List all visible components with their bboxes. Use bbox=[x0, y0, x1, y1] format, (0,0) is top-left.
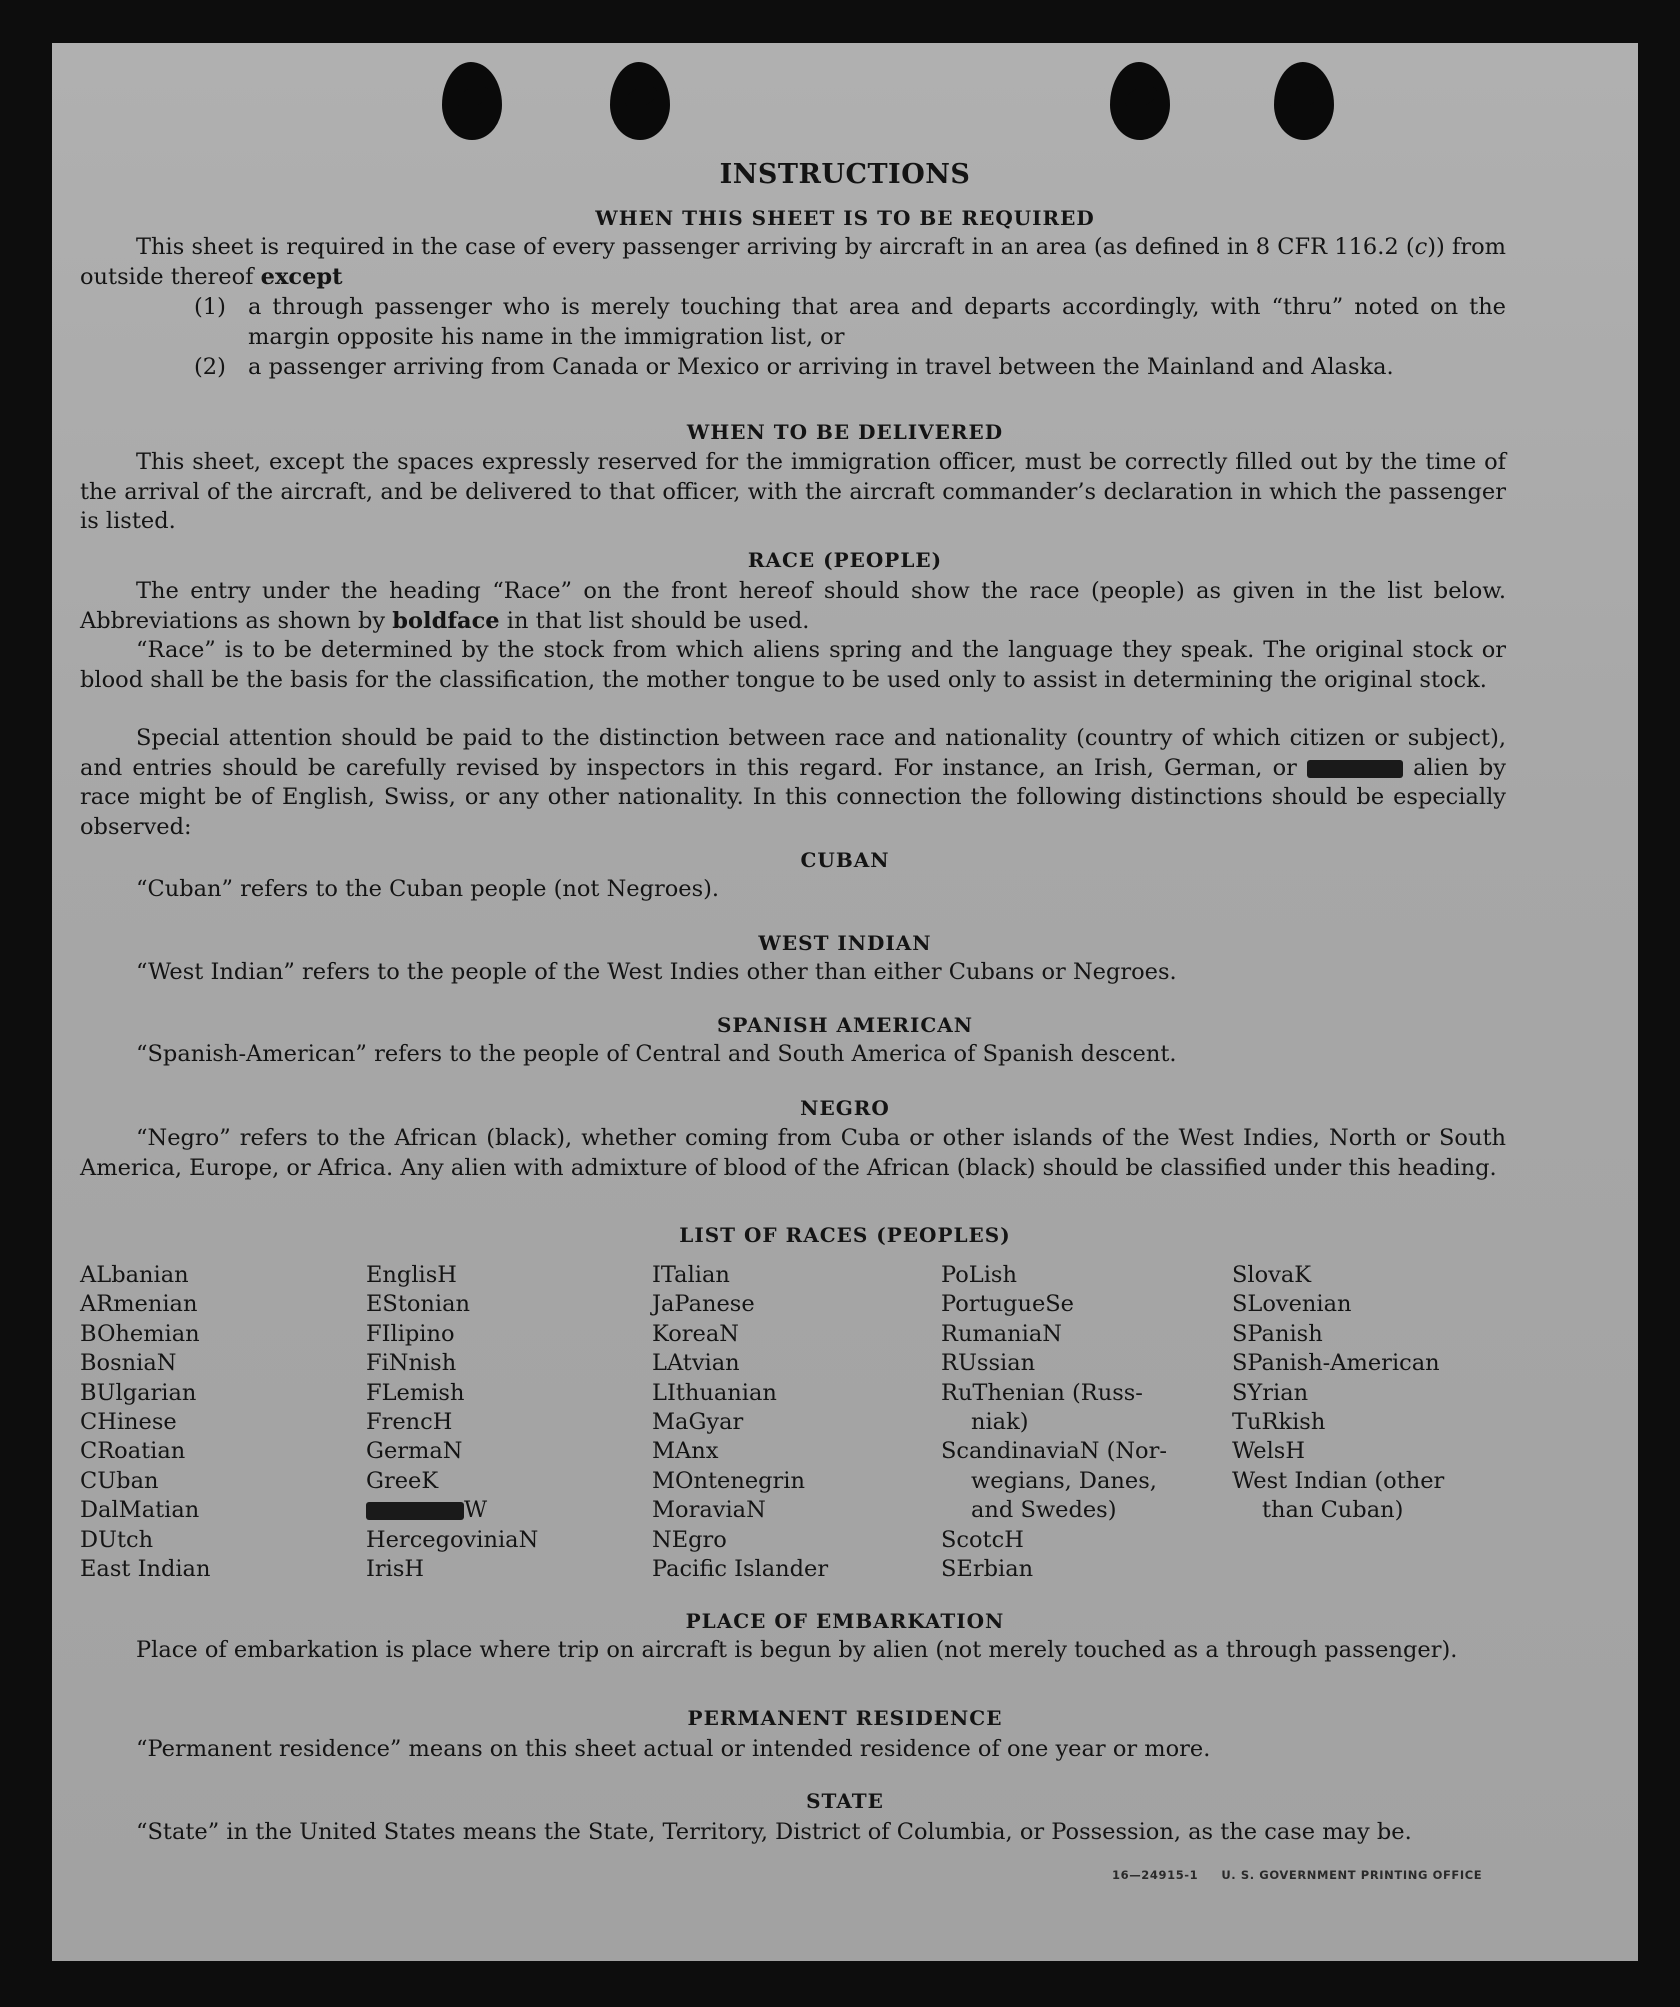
paragraph-race-2: “Race” is to be determined by the stock from which aliens spring and the language they speak. The original stock or blood shall be the basis for the classification, the mother tongue to be used only to assist in determining the original stock. bbox=[80, 637, 1506, 693]
race-item: KoreaN bbox=[652, 1320, 739, 1347]
paragraph-cuban: “Cuban” refers to the Cuban people (not Negroes). bbox=[136, 876, 720, 902]
paragraph-place-of-embarkation: Place of embarkation is place where trip on aircraft is begun by alien (not merely touched as a through passenger). bbox=[136, 1637, 1458, 1663]
race-item: PortugueSe bbox=[941, 1291, 1075, 1318]
race-item: FLemish bbox=[366, 1379, 465, 1406]
paragraph-race-3: Special attention should be paid to the distinction between race and nationality (country of which citizen or subject), and entries should be carefully revised by inspectors in this regard. For instance, an Irish, German, or alien by race might be of English, Swiss, or any other nationality. In this connection the following distinctions should be especially observed: bbox=[80, 725, 1506, 840]
race-item: MoraviaN bbox=[652, 1497, 766, 1524]
race-item: WelsH bbox=[1232, 1438, 1305, 1465]
race-item: SLovenian bbox=[1232, 1291, 1352, 1318]
paragraph-spanish-american: “Spanish-American” refers to the people of Central and South America of Spanish descent. bbox=[136, 1041, 1177, 1067]
paragraph-when-required: This sheet is required in the case of every passenger arriving by aircraft in an area (as defined in 8 CFR 116.2 (c)) from outside thereof except bbox=[80, 234, 1506, 290]
race-item: JaPanese bbox=[652, 1291, 755, 1318]
race-column-2 bbox=[366, 1261, 538, 1584]
race-item: East Indian bbox=[80, 1556, 211, 1583]
race-item: HercegoviniaN bbox=[366, 1526, 539, 1553]
race-item: MAnx bbox=[652, 1438, 719, 1465]
heading-state: STATE bbox=[806, 1789, 884, 1813]
race-item: RuThenian (Russ- bbox=[941, 1379, 1143, 1406]
heading-negro: NEGRO bbox=[800, 1096, 890, 1120]
race-item: BosniaN bbox=[80, 1350, 177, 1377]
race-item: SPanish-American bbox=[1232, 1350, 1440, 1377]
race-column-3 bbox=[652, 1261, 828, 1584]
race-item: FiNnish bbox=[366, 1350, 457, 1377]
heading-spanish-american: SPANISH AMERICAN bbox=[716, 1013, 974, 1037]
list-item-exception-2: (2) a passenger arriving from Canada or Mexico or arriving in travel between the Mainland and Alaska. bbox=[194, 354, 1394, 380]
punch-hole-1 bbox=[442, 62, 502, 140]
race-item: MaGyar bbox=[652, 1409, 744, 1436]
race-item: ARmenian bbox=[80, 1291, 198, 1318]
heading-race: RACE (PEOPLE) bbox=[747, 548, 943, 572]
paragraph-west-indian: “West Indian” refers to the people of the West Indies other than either Cubans or Negroes. bbox=[136, 959, 1177, 985]
race-item: DUtch bbox=[80, 1526, 154, 1553]
race-item-redacted: W bbox=[366, 1496, 538, 1525]
race-item: LIthuanian bbox=[652, 1379, 777, 1406]
race-item: CUban bbox=[80, 1467, 159, 1494]
heading-cuban: CUBAN bbox=[800, 848, 890, 872]
race-item: RUssian bbox=[941, 1350, 1036, 1377]
race-item: GreeK bbox=[366, 1467, 439, 1494]
paragraph-when-delivered: This sheet, except the spaces expressly reserved for the immigration officer, must be correctly filled out by the time of the arrival of the aircraft, and be delivered to that officer, with the aircraft commander’s declaration in which the passenger is listed. bbox=[80, 449, 1506, 534]
race-item: BOhemian bbox=[80, 1320, 200, 1347]
redacted-word bbox=[1307, 760, 1403, 778]
race-item: LAtvian bbox=[652, 1350, 740, 1377]
race-item: ScandinaviaN (Nor- bbox=[941, 1438, 1167, 1465]
heading-when-required: WHEN THIS SHEET IS TO BE REQUIRED bbox=[595, 206, 1095, 230]
page-title: INSTRUCTIONS bbox=[719, 159, 971, 190]
punch-hole-3 bbox=[1110, 62, 1170, 140]
paragraph-permanent-residence: “Permanent residence” means on this sheet actual or intended residence of one year or more. bbox=[136, 1736, 1211, 1762]
race-item: PoLish bbox=[941, 1262, 1017, 1288]
heading-list-of-races: LIST OF RACES (PEOPLES) bbox=[679, 1223, 1011, 1247]
race-item-continuation: and Swedes) bbox=[971, 1497, 1117, 1524]
paragraph-state: “State” in the United States means the State, Territory, District of Columbia, or Possession, as the case may be. bbox=[136, 1819, 1412, 1845]
race-item: RumaniaN bbox=[941, 1320, 1062, 1347]
heading-place-of-embarkation: PLACE OF EMBARKATION bbox=[685, 1609, 1005, 1633]
race-item: BUlgarian bbox=[80, 1379, 197, 1406]
race-item: SlovaK bbox=[1232, 1262, 1312, 1288]
heading-permanent-residence: PERMANENT RESIDENCE bbox=[687, 1706, 1003, 1730]
race-item: EnglisH bbox=[366, 1262, 457, 1288]
race-item-continuation: than Cuban) bbox=[1262, 1497, 1404, 1524]
redacted-word bbox=[366, 1502, 464, 1520]
punch-hole-2 bbox=[610, 62, 670, 140]
paragraph-race-1: The entry under the heading “Race” on the front hereof should show the race (people) as given in the list below. Abbreviations as shown by boldface in that list should be used. bbox=[80, 578, 1506, 634]
race-item: TuRkish bbox=[1232, 1409, 1326, 1436]
race-item-continuation: niak) bbox=[971, 1409, 1029, 1436]
heading-west-indian: WEST INDIAN bbox=[758, 931, 932, 955]
race-item: SPanish bbox=[1232, 1320, 1323, 1347]
race-column-4 bbox=[941, 1261, 1167, 1584]
race-item: IrisH bbox=[366, 1556, 425, 1583]
race-item-continuation: wegians, Danes, bbox=[971, 1467, 1157, 1494]
race-item: ALbanian bbox=[80, 1262, 189, 1288]
race-item: CRoatian bbox=[80, 1438, 186, 1465]
race-item: ITalian bbox=[652, 1262, 730, 1288]
paragraph-negro: “Negro” refers to the African (black), whether coming from Cuba or other islands of the West Indies, North or South America, Europe, or Africa. Any alien with admixture of blood of the African (black) should be classified under this heading. bbox=[80, 1125, 1506, 1181]
list-item-exception-1: (1) a through passenger who is merely touching that area and departs accordingly, with “thru” noted on the margin opposite his name in the immigration list, or bbox=[194, 294, 1506, 350]
race-item: FrencH bbox=[366, 1409, 453, 1436]
race-item: DalMatian bbox=[80, 1497, 200, 1524]
printer-imprint: 16—24915-1 U. S. GOVERNMENT PRINTING OFFICE bbox=[1112, 1868, 1483, 1882]
race-item: EStonian bbox=[366, 1291, 471, 1318]
race-item: SYrian bbox=[1232, 1379, 1309, 1406]
heading-when-delivered: WHEN TO BE DELIVERED bbox=[686, 420, 1004, 444]
race-column-5 bbox=[1232, 1261, 1444, 1526]
punch-hole-4 bbox=[1274, 62, 1334, 140]
race-item: Pacific Islander bbox=[652, 1556, 829, 1583]
race-column-1 bbox=[80, 1261, 210, 1584]
race-item: FIlipino bbox=[366, 1320, 455, 1347]
race-item: SErbian bbox=[941, 1556, 1034, 1583]
race-item: West Indian (other bbox=[1232, 1467, 1445, 1494]
race-item: GermaN bbox=[366, 1438, 463, 1465]
race-item: MOntenegrin bbox=[652, 1467, 805, 1494]
document-sheet bbox=[52, 43, 1638, 1961]
race-item: NEgro bbox=[652, 1526, 727, 1553]
race-item: CHinese bbox=[80, 1409, 177, 1436]
race-item: ScotcH bbox=[941, 1526, 1024, 1553]
